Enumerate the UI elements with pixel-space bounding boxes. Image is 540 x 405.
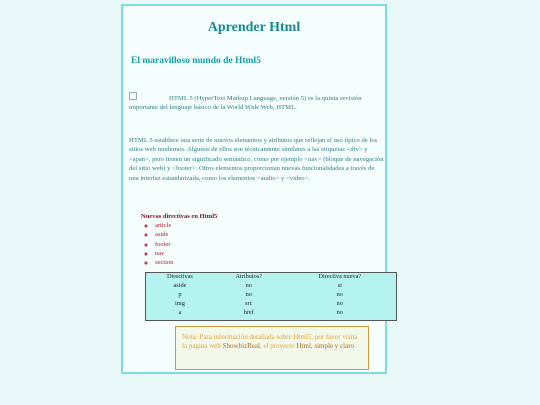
info-note bbox=[175, 326, 369, 370]
intro-text: HTML 5 (HyperText Markup Language, versión 5) es la quinta revisión importante del lenguaje básico de la World Wide Web, HTML. bbox=[129, 95, 362, 112]
description-paragraph: HTML 5 establece una serie de nuevos elementos y atributos que reflejan el uso típico de los sitios web modernos. Algunos de ellos son técnicamente similares a las etiquetas <div> y <span>, pero tienen un significado semántico, como por ejemplo <nav> (bloque de navegación del sitio web) y <footer>. Otros elementos proporcionan nuevas funcionalidades a través de una interfaz estandarizada, como los elementos <audio> y <video>. bbox=[129, 137, 384, 182]
table-row bbox=[146, 282, 396, 291]
list-item: ◦ aside bbox=[155, 230, 217, 239]
page-subtitle: El maravilloso mundo de Html5 bbox=[131, 56, 261, 66]
table-cell: si bbox=[337, 281, 342, 289]
table-cell: no bbox=[336, 299, 343, 307]
directives-list-section bbox=[141, 212, 217, 267]
table-cell: no bbox=[336, 308, 343, 316]
list-heading: Nuevas directivas en Html5 bbox=[141, 213, 218, 220]
table-header: Atributos? bbox=[235, 273, 263, 280]
table-header: Directiva nueva? bbox=[318, 273, 362, 280]
directives-list bbox=[141, 221, 217, 267]
table-cell: href bbox=[243, 308, 254, 316]
table-cell: a bbox=[178, 308, 182, 316]
note-text-middle: , el proyecto bbox=[259, 342, 297, 351]
broken-image-icon bbox=[129, 92, 137, 100]
table-header: Directivas bbox=[167, 273, 193, 280]
table-cell: no bbox=[245, 290, 252, 298]
list-item: ◦ section bbox=[155, 258, 217, 267]
list-item: ◦ footer bbox=[155, 240, 217, 249]
table-header-row bbox=[146, 273, 396, 282]
table-row bbox=[146, 300, 396, 309]
project-link[interactable]: Html, simple y claro bbox=[296, 342, 355, 351]
table-cell: no bbox=[245, 281, 252, 289]
table-cell: p bbox=[178, 290, 182, 298]
page-container bbox=[121, 4, 387, 374]
table-row bbox=[146, 291, 396, 300]
list-item: ◦ nav bbox=[155, 249, 217, 258]
intro-paragraph bbox=[129, 94, 385, 113]
list-item: ◦ article bbox=[155, 221, 217, 230]
table-cell: src bbox=[245, 299, 253, 307]
note-text: Nota: Para información detallada sobre Html5, por favor visita la pagina web bbox=[182, 333, 358, 351]
table-cell: img bbox=[175, 299, 185, 307]
page-title: Aprender Html bbox=[207, 20, 301, 35]
showbizreal-link[interactable]: ShowbizReal bbox=[222, 342, 260, 351]
table-cell: no bbox=[336, 290, 343, 298]
directives-table bbox=[145, 272, 397, 321]
table-cell: aside bbox=[173, 281, 187, 289]
table-row bbox=[146, 309, 396, 318]
